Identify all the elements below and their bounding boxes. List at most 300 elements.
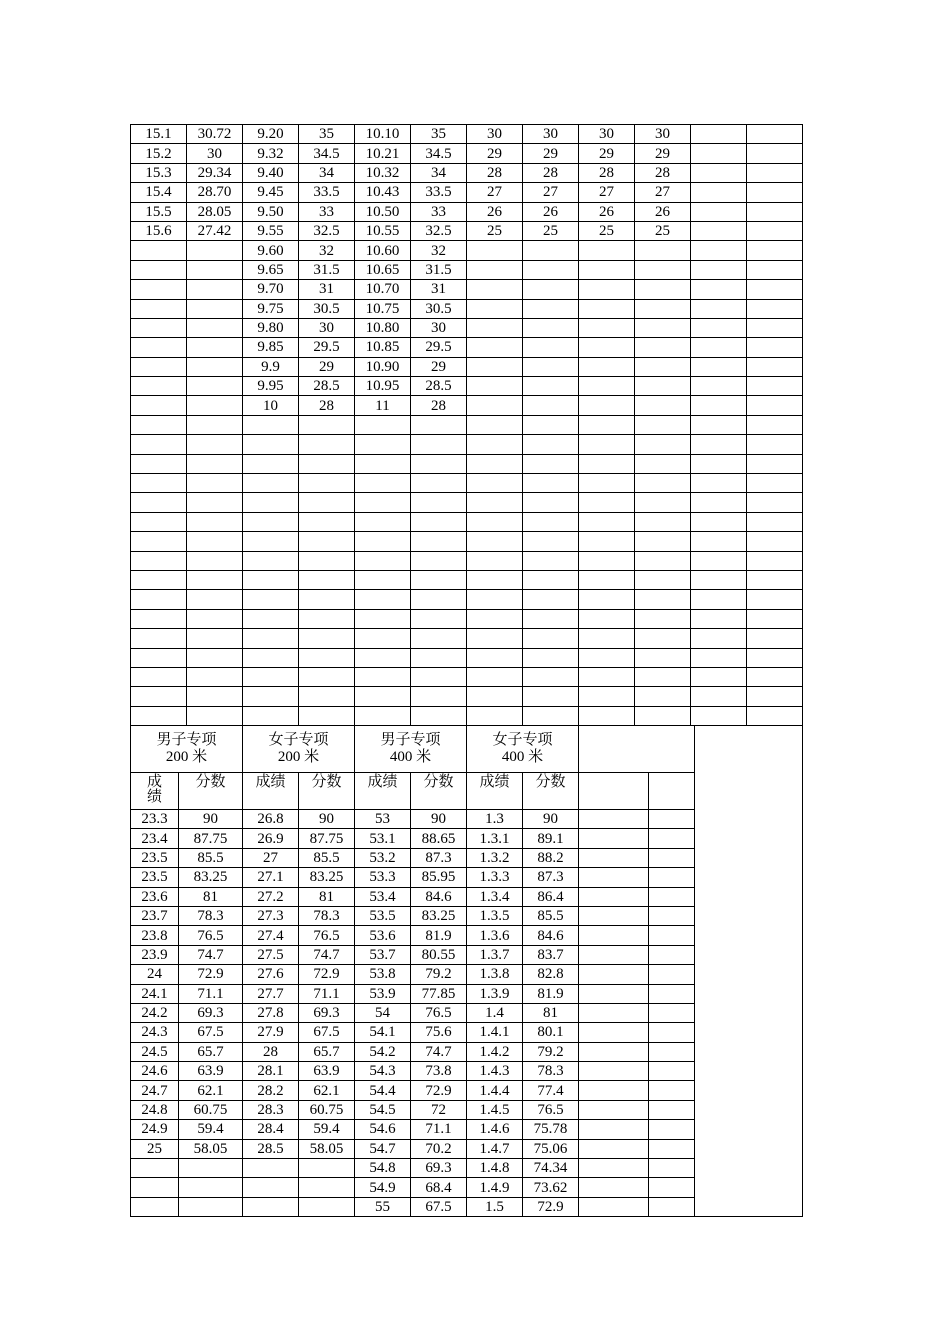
empty-cell (649, 773, 695, 810)
table-cell: 90 (179, 810, 243, 829)
table-cell (187, 280, 243, 299)
empty-cell (579, 868, 649, 887)
table-row (131, 357, 803, 376)
table-cell: 85.5 (299, 848, 355, 867)
table-cell (691, 163, 747, 182)
table-cell: 28 (243, 1042, 299, 1061)
table-cell (579, 570, 635, 589)
table-cell (355, 454, 411, 473)
table-cell (355, 551, 411, 570)
table-cell: 28.1 (243, 1062, 299, 1081)
table-cell: 54.3 (355, 1062, 411, 1081)
table-cell (523, 512, 579, 531)
table-cell: 54.6 (355, 1120, 411, 1139)
table-cell: 1.4 (467, 1003, 523, 1022)
table-cell: 9.85 (243, 338, 299, 357)
table-cell (747, 396, 803, 415)
empty-cell (649, 926, 695, 945)
table-cell: 23.7 (131, 906, 179, 925)
table-cell (467, 609, 523, 628)
table-cell (523, 260, 579, 279)
table-cell (635, 609, 691, 628)
group-title: 女子专项 (268, 732, 329, 748)
table-cell (635, 299, 691, 318)
empty-cell (579, 810, 649, 829)
table-row (131, 609, 803, 628)
table-cell: 74.34 (523, 1159, 579, 1178)
table-cell (523, 338, 579, 357)
table-cell: 54.1 (355, 1023, 411, 1042)
table-cell (411, 512, 467, 531)
table-cell (131, 415, 187, 434)
table-cell (131, 493, 187, 512)
table-cell (467, 474, 523, 493)
table-cell (131, 551, 187, 570)
table-cell (187, 687, 243, 706)
table-cell: 10.10 (355, 125, 411, 144)
table-cell: 27.8 (243, 1003, 299, 1022)
table-cell (467, 570, 523, 589)
table-cell (411, 435, 467, 454)
group-subtitle: 400 米 (389, 749, 432, 765)
table-cell: 29 (467, 144, 523, 163)
table-cell: 10.60 (355, 241, 411, 260)
table-cell: 53.5 (355, 906, 411, 925)
table-row (131, 221, 803, 240)
table-cell (747, 706, 803, 725)
empty-cell (579, 887, 649, 906)
table-cell (243, 706, 299, 725)
table-cell (523, 551, 579, 570)
table-cell: 80.55 (411, 945, 467, 964)
table-cell (691, 241, 747, 260)
table-cell (523, 590, 579, 609)
table-cell: 24.6 (131, 1062, 179, 1081)
table-cell (747, 474, 803, 493)
table-cell: 31 (299, 280, 355, 299)
table-cell (635, 318, 691, 337)
table-cell (411, 532, 467, 551)
table-cell: 83.25 (411, 906, 467, 925)
table-cell (523, 609, 579, 628)
table-cell: 63.9 (179, 1062, 243, 1081)
table-cell: 1.3.3 (467, 868, 523, 887)
table-cell: 81.9 (523, 984, 579, 1003)
table-cell (747, 609, 803, 628)
table-row (131, 202, 803, 221)
table-cell (523, 241, 579, 260)
table-cell (579, 609, 635, 628)
table-cell (299, 493, 355, 512)
table-cell (243, 648, 299, 667)
table-cell: 26 (523, 202, 579, 221)
empty-cell (649, 1159, 695, 1178)
table-cell: 1.4.4 (467, 1081, 523, 1100)
table-cell: 62.1 (299, 1081, 355, 1100)
table-cell (579, 648, 635, 667)
empty-cell (579, 945, 649, 964)
table-cell: 1.3.1 (467, 829, 523, 848)
table-cell (747, 687, 803, 706)
group-header-row (131, 726, 803, 773)
table-cell (355, 687, 411, 706)
table-cell (187, 493, 243, 512)
table-cell: 9.9 (243, 357, 299, 376)
table-cell: 23.4 (131, 829, 179, 848)
table-row (131, 144, 803, 163)
table-cell (299, 551, 355, 570)
table-cell (355, 590, 411, 609)
table-cell: 83.25 (179, 868, 243, 887)
table-cell: 28.5 (299, 377, 355, 396)
table-cell (691, 280, 747, 299)
table-cell: 27.9 (243, 1023, 299, 1042)
table-cell (691, 474, 747, 493)
table-cell (131, 280, 187, 299)
table-cell (747, 144, 803, 163)
table-cell: 78.3 (299, 906, 355, 925)
table-cell: 67.5 (179, 1023, 243, 1042)
table-cell (243, 551, 299, 570)
table-cell (187, 396, 243, 415)
table-cell (411, 667, 467, 686)
table-cell: 72.9 (179, 965, 243, 984)
table-cell: 87.75 (299, 829, 355, 848)
table-cell: 25 (579, 221, 635, 240)
table-cell: 24.2 (131, 1003, 179, 1022)
table-cell (467, 280, 523, 299)
table-cell (299, 474, 355, 493)
table-cell (691, 221, 747, 240)
table-cell: 34.5 (411, 144, 467, 163)
empty-cell (649, 1139, 695, 1158)
table-cell: 9.60 (243, 241, 299, 260)
empty-cell (649, 1197, 695, 1216)
table-cell: 10.43 (355, 183, 411, 202)
table-cell (299, 415, 355, 434)
table-cell: 78.3 (523, 1062, 579, 1081)
empty-cell (649, 984, 695, 1003)
table-cell: 26.9 (243, 829, 299, 848)
table-cell: 30 (411, 318, 467, 337)
empty-cell (649, 1120, 695, 1139)
table-cell: 10.75 (355, 299, 411, 318)
table-cell (355, 648, 411, 667)
table-cell: 1.4.6 (467, 1120, 523, 1139)
table-cell: 1.3.5 (467, 906, 523, 925)
table-cell (523, 357, 579, 376)
table-cell (467, 687, 523, 706)
table-cell: 53 (355, 810, 411, 829)
table-cell (467, 667, 523, 686)
table-cell: 32.5 (411, 221, 467, 240)
table-cell (747, 125, 803, 144)
table-cell: 15.3 (131, 163, 187, 182)
table-cell (579, 318, 635, 337)
table-row (131, 241, 803, 260)
table-cell (299, 512, 355, 531)
table-cell: 53.1 (355, 829, 411, 848)
table-cell: 27.7 (243, 984, 299, 1003)
table-cell (635, 512, 691, 531)
table-cell (299, 648, 355, 667)
table-cell: 25 (467, 221, 523, 240)
table-cell: 24.3 (131, 1023, 179, 1042)
table-cell (747, 318, 803, 337)
table-cell (691, 706, 747, 725)
table-cell (411, 648, 467, 667)
table-cell (299, 609, 355, 628)
table-cell: 1.4.5 (467, 1100, 523, 1119)
table-cell: 1.4.8 (467, 1159, 523, 1178)
table-cell: 65.7 (299, 1042, 355, 1061)
empty-cell (649, 810, 695, 829)
group-subtitle: 200 米 (165, 749, 208, 765)
table-cell (747, 629, 803, 648)
table-cell: 27.2 (243, 887, 299, 906)
table-cell: 53.4 (355, 887, 411, 906)
table-cell: 85.5 (523, 906, 579, 925)
table-cell: 85.95 (411, 868, 467, 887)
table-cell (635, 648, 691, 667)
table-cell (131, 474, 187, 493)
table-cell (467, 629, 523, 648)
table-cell (635, 260, 691, 279)
table-row (131, 474, 803, 493)
table-row (131, 318, 803, 337)
table-cell (747, 512, 803, 531)
table-cell (579, 667, 635, 686)
table-cell: 27.42 (187, 221, 243, 240)
table-cell (579, 551, 635, 570)
table-cell (411, 609, 467, 628)
table-cell (131, 318, 187, 337)
empty-cell (579, 1100, 649, 1119)
table-cell (243, 609, 299, 628)
empty-cell (579, 829, 649, 848)
table-cell: 72.9 (523, 1197, 579, 1216)
table-cell: 28 (579, 163, 635, 182)
table-cell: 27.5 (243, 945, 299, 964)
table-cell: 75.6 (411, 1023, 467, 1042)
table-cell (635, 377, 691, 396)
table-cell (411, 570, 467, 589)
col-label-score: 分数 (411, 773, 467, 810)
table-cell: 76.5 (299, 926, 355, 945)
table-cell (243, 590, 299, 609)
empty-cell (579, 773, 649, 810)
table-cell (635, 570, 691, 589)
table-cell (691, 609, 747, 628)
table-cell (355, 474, 411, 493)
table-cell (187, 415, 243, 434)
table-cell: 25 (635, 221, 691, 240)
table-cell: 69.3 (179, 1003, 243, 1022)
table-cell (467, 706, 523, 725)
table-cell (579, 532, 635, 551)
table-cell (579, 241, 635, 260)
table-cell (179, 1197, 243, 1216)
table-cell: 1.3.2 (467, 848, 523, 867)
table-cell: 23.8 (131, 926, 179, 945)
table-cell (691, 590, 747, 609)
table-cell (131, 687, 187, 706)
table-cell: 59.4 (299, 1120, 355, 1139)
table-cell: 32 (299, 241, 355, 260)
table-cell: 23.5 (131, 868, 179, 887)
table-cell (467, 377, 523, 396)
table-cell: 27.1 (243, 868, 299, 887)
table-cell: 26 (635, 202, 691, 221)
table-cell (187, 629, 243, 648)
table-cell: 29.5 (411, 338, 467, 357)
table-cell (523, 687, 579, 706)
table-row (131, 338, 803, 357)
table-row (131, 532, 803, 551)
table-cell (467, 435, 523, 454)
table-cell (579, 357, 635, 376)
empty-cell (649, 945, 695, 964)
table-row (131, 435, 803, 454)
empty-header-cell (579, 726, 695, 773)
empty-cell (579, 1042, 649, 1061)
table-cell (187, 435, 243, 454)
table-cell: 1.4.7 (467, 1139, 523, 1158)
sprint-score-table (130, 725, 803, 1217)
table-cell (747, 648, 803, 667)
table-cell (187, 454, 243, 473)
table-row (131, 687, 803, 706)
table-cell: 34 (299, 163, 355, 182)
table-cell (187, 609, 243, 628)
table-cell (523, 570, 579, 589)
table-cell (691, 299, 747, 318)
table-cell: 33 (411, 202, 467, 221)
table-row (131, 299, 803, 318)
table-cell (131, 1178, 179, 1197)
table-cell (523, 493, 579, 512)
table-cell (467, 590, 523, 609)
table-cell: 67.5 (411, 1197, 467, 1216)
table-cell: 28.5 (243, 1139, 299, 1158)
table-cell (299, 629, 355, 648)
table-cell: 31.5 (411, 260, 467, 279)
table-cell: 28 (411, 396, 467, 415)
table-cell: 84.6 (411, 887, 467, 906)
table-row (131, 396, 803, 415)
table-cell (635, 454, 691, 473)
table-cell: 24.1 (131, 984, 179, 1003)
table-cell: 34.5 (299, 144, 355, 163)
table-cell: 54.9 (355, 1178, 411, 1197)
table-cell (635, 667, 691, 686)
table-cell (299, 1178, 355, 1197)
table-cell: 26 (467, 202, 523, 221)
table-cell (467, 241, 523, 260)
table-cell: 1.3.7 (467, 945, 523, 964)
table-cell (691, 202, 747, 221)
table-cell (523, 667, 579, 686)
table-cell (523, 474, 579, 493)
table-cell (747, 260, 803, 279)
table-cell (691, 551, 747, 570)
table-cell (747, 241, 803, 260)
table-cell: 72 (411, 1100, 467, 1119)
table-cell (187, 299, 243, 318)
table-cell (579, 299, 635, 318)
table-cell (467, 415, 523, 434)
table-cell: 29.34 (187, 163, 243, 182)
table-cell (635, 706, 691, 725)
table-cell: 77.85 (411, 984, 467, 1003)
table-row (131, 454, 803, 473)
table-cell (579, 687, 635, 706)
table-cell (243, 629, 299, 648)
empty-cell (649, 1100, 695, 1119)
table-cell (355, 609, 411, 628)
table-cell: 24.8 (131, 1100, 179, 1119)
table-cell (747, 667, 803, 686)
table-cell: 54.8 (355, 1159, 411, 1178)
table-cell: 68.4 (411, 1178, 467, 1197)
table-cell: 9.45 (243, 183, 299, 202)
table-cell (523, 648, 579, 667)
table-cell: 60.75 (299, 1100, 355, 1119)
empty-cell (579, 1003, 649, 1022)
table-cell (635, 551, 691, 570)
table-cell (299, 570, 355, 589)
table-cell: 75.06 (523, 1139, 579, 1158)
table-cell (299, 454, 355, 473)
col-label-text: 成 绩 (146, 774, 162, 805)
table-cell (635, 590, 691, 609)
table-cell: 10.32 (355, 163, 411, 182)
table-cell (747, 357, 803, 376)
table-cell: 29 (635, 144, 691, 163)
table-cell: 9.55 (243, 221, 299, 240)
table-cell (131, 648, 187, 667)
table-cell (467, 532, 523, 551)
table-cell: 67.5 (299, 1023, 355, 1042)
table-cell: 29 (523, 144, 579, 163)
table-cell: 63.9 (299, 1062, 355, 1081)
table-cell: 28.5 (411, 377, 467, 396)
table-cell (579, 396, 635, 415)
table-cell: 70.2 (411, 1139, 467, 1158)
table-cell: 59.4 (179, 1120, 243, 1139)
table-cell (579, 590, 635, 609)
table-cell (355, 667, 411, 686)
table-cell: 69.3 (299, 1003, 355, 1022)
table-cell: 23.9 (131, 945, 179, 964)
table-cell (131, 590, 187, 609)
table-cell: 27 (243, 848, 299, 867)
table-cell: 90 (523, 810, 579, 829)
table-cell (299, 435, 355, 454)
table-cell: 9.80 (243, 318, 299, 337)
table-cell: 15.4 (131, 183, 187, 202)
table-cell (523, 629, 579, 648)
table-cell (243, 1197, 299, 1216)
table-cell: 73.62 (523, 1178, 579, 1197)
table-cell: 33.5 (299, 183, 355, 202)
empty-cell (579, 1197, 649, 1216)
table-cell (243, 493, 299, 512)
table-cell: 32 (411, 241, 467, 260)
table-cell: 24.7 (131, 1081, 179, 1100)
table-row (131, 629, 803, 648)
table-cell: 24.9 (131, 1120, 179, 1139)
